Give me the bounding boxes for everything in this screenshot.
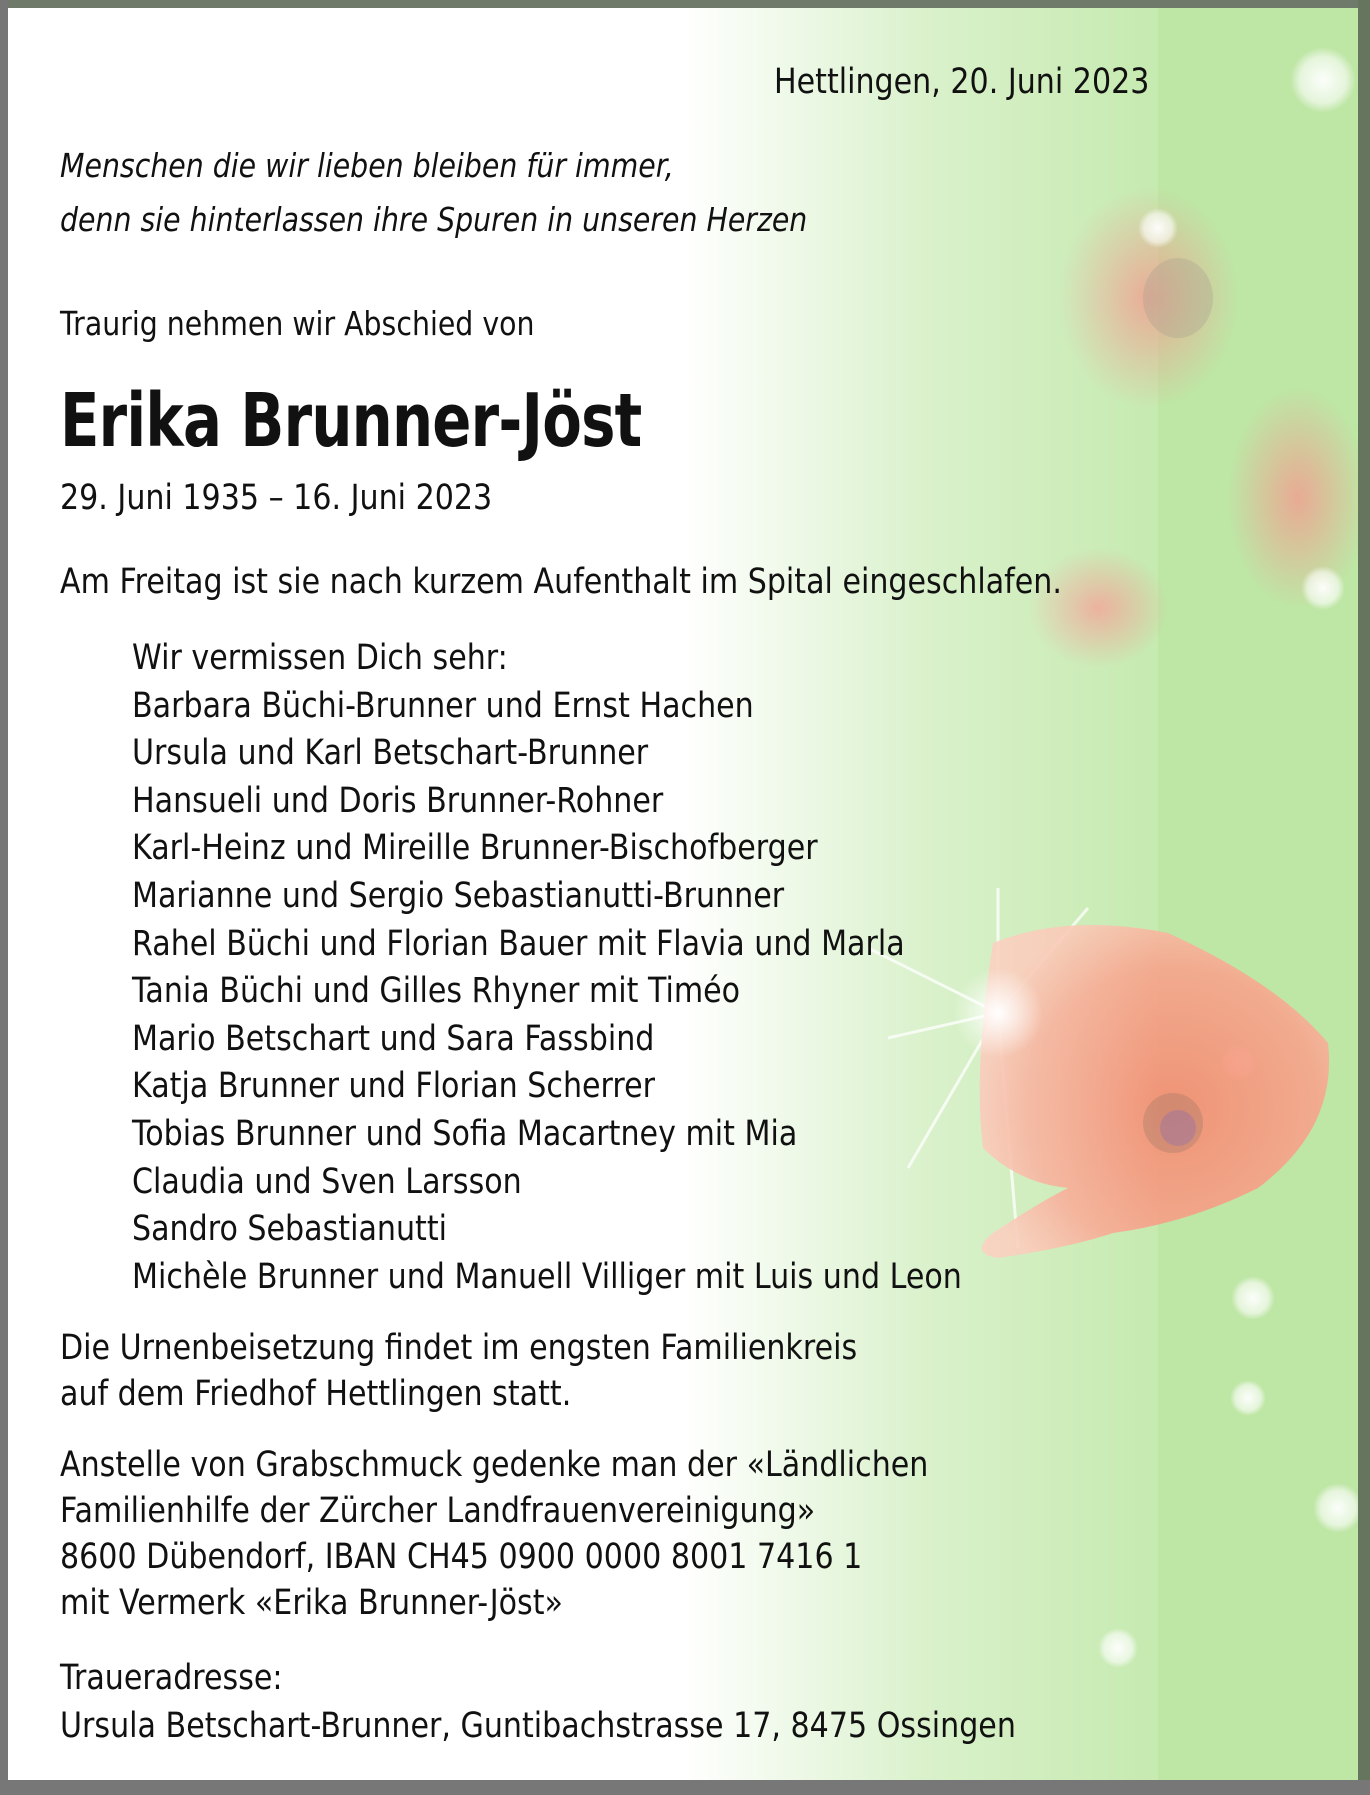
mourner-name: Ursula und Karl Betschart-Brunner (132, 733, 649, 774)
burial-info-line-1 (60, 1328, 987, 1368)
donation-line-2-text: Familienhilfe der Zürcher Landfrauenvereinigung» (60, 1491, 816, 1531)
mourner-entry (132, 971, 1097, 1019)
quote-line-1-text: Menschen die wir lieben bleiben für immer, (60, 146, 674, 185)
mourner-entry (132, 1066, 1097, 1114)
death-announcement (60, 562, 1225, 602)
mourner-name: Claudia und Sven Larsson (132, 1161, 522, 1202)
mourner-entry (132, 876, 1097, 924)
burial-info-line-2-text: auf dem Friedhof Hettlingen statt. (60, 1374, 572, 1414)
mourner-name: Hansueli und Doris Brunner-Rohner (132, 780, 664, 821)
window-frame-right (1358, 0, 1370, 1795)
obituary-content (8, 8, 1358, 1780)
mourning-address-label-text: Traueradresse: (60, 1658, 283, 1698)
farewell-intro-text: Traurig nehmen wir Abschied von (60, 304, 535, 343)
place-and-date-text: Hettlingen, 20. Juni 2023 (774, 62, 1150, 102)
mourner-entry (132, 1257, 1097, 1305)
deceased-name (60, 378, 805, 464)
mourner-entry (132, 1114, 1097, 1162)
life-dates (60, 478, 563, 518)
donation-iban-text: 8600 Dübendorf, IBAN CH45 0900 0000 8001 7416 1 (60, 1537, 863, 1577)
mourning-address-text: Ursula Betschart-Brunner, Guntibachstrasse 17, 8475 Ossingen (60, 1706, 1016, 1746)
mourner-entry (132, 686, 1097, 734)
mourner-entry (132, 1162, 1097, 1210)
mourner-entry (132, 924, 1097, 972)
mourner-name: Marianne und Sergio Sebastianutti-Brunner (132, 875, 785, 916)
mourner-entry (132, 1019, 1097, 1067)
window-frame-top (0, 0, 1370, 8)
quote-line-2 (60, 200, 929, 239)
donation-line-1 (60, 1445, 1070, 1485)
donation-line-1-text: Anstelle von Grabschmuck gedenke man der «Ländlichen (60, 1445, 929, 1485)
mourner-name: Sandro Sebastianutti (132, 1209, 448, 1250)
mourner-name: Tobias Brunner und Sofia Macartney mit Mia (132, 1113, 798, 1154)
mourner-entry (132, 733, 1097, 781)
mourner-entry (132, 828, 1097, 876)
window-frame-left (0, 0, 8, 1795)
mourners-heading-text: Wir vermissen Dich sehr: (132, 638, 508, 678)
mourner-entry (132, 781, 1097, 829)
burial-info-line-2 (60, 1374, 655, 1414)
life-dates-text: 29. Juni 1935 – 16. Juni 2023 (60, 478, 493, 518)
donation-line-2 (60, 1491, 938, 1531)
mourners-list (132, 638, 1097, 1304)
place-and-date (774, 62, 1211, 102)
donation-reference-text: mit Vermerk «Erika Brunner-Jöst» (60, 1583, 563, 1623)
mourner-name: Barbara Büchi-Brunner und Ernst Hachen (132, 685, 754, 726)
deceased-name-text: Erika Brunner-Jöst (60, 378, 642, 464)
mourners-heading (132, 638, 1097, 686)
quote-line-1 (60, 146, 774, 185)
mourner-name: Michèle Brunner und Manuell Villiger mit Luis und Leon (132, 1256, 962, 1297)
donation-reference (60, 1583, 645, 1623)
window-frame-bottom (0, 1780, 1370, 1795)
burial-info-line-1-text: Die Urnenbeisetzung findet im engsten Familienkreis (60, 1328, 858, 1368)
mourning-address (60, 1706, 1172, 1746)
mourning-address-label (60, 1658, 319, 1698)
death-announcement-text: Am Freitag ist sie nach kurzem Aufenthalt im Spital eingeschlafen. (60, 562, 1062, 602)
mourner-entry (132, 1209, 1097, 1257)
donation-iban (60, 1537, 993, 1577)
mourner-name: Karl-Heinz und Mireille Brunner-Bischofberger (132, 828, 818, 869)
obituary-page (8, 8, 1358, 1780)
farewell-intro (60, 304, 612, 343)
mourner-name: Katja Brunner und Florian Scherrer (132, 1066, 656, 1107)
mourner-name: Rahel Büchi und Florian Bauer mit Flavia und Marla (132, 923, 905, 964)
quote-line-2-text: denn sie hinterlassen ihre Spuren in unseren Herzen (60, 200, 808, 239)
mourner-name: Tania Büchi und Gilles Rhyner mit Timéo (132, 971, 741, 1012)
mourner-name: Mario Betschart und Sara Fassbind (132, 1018, 655, 1059)
